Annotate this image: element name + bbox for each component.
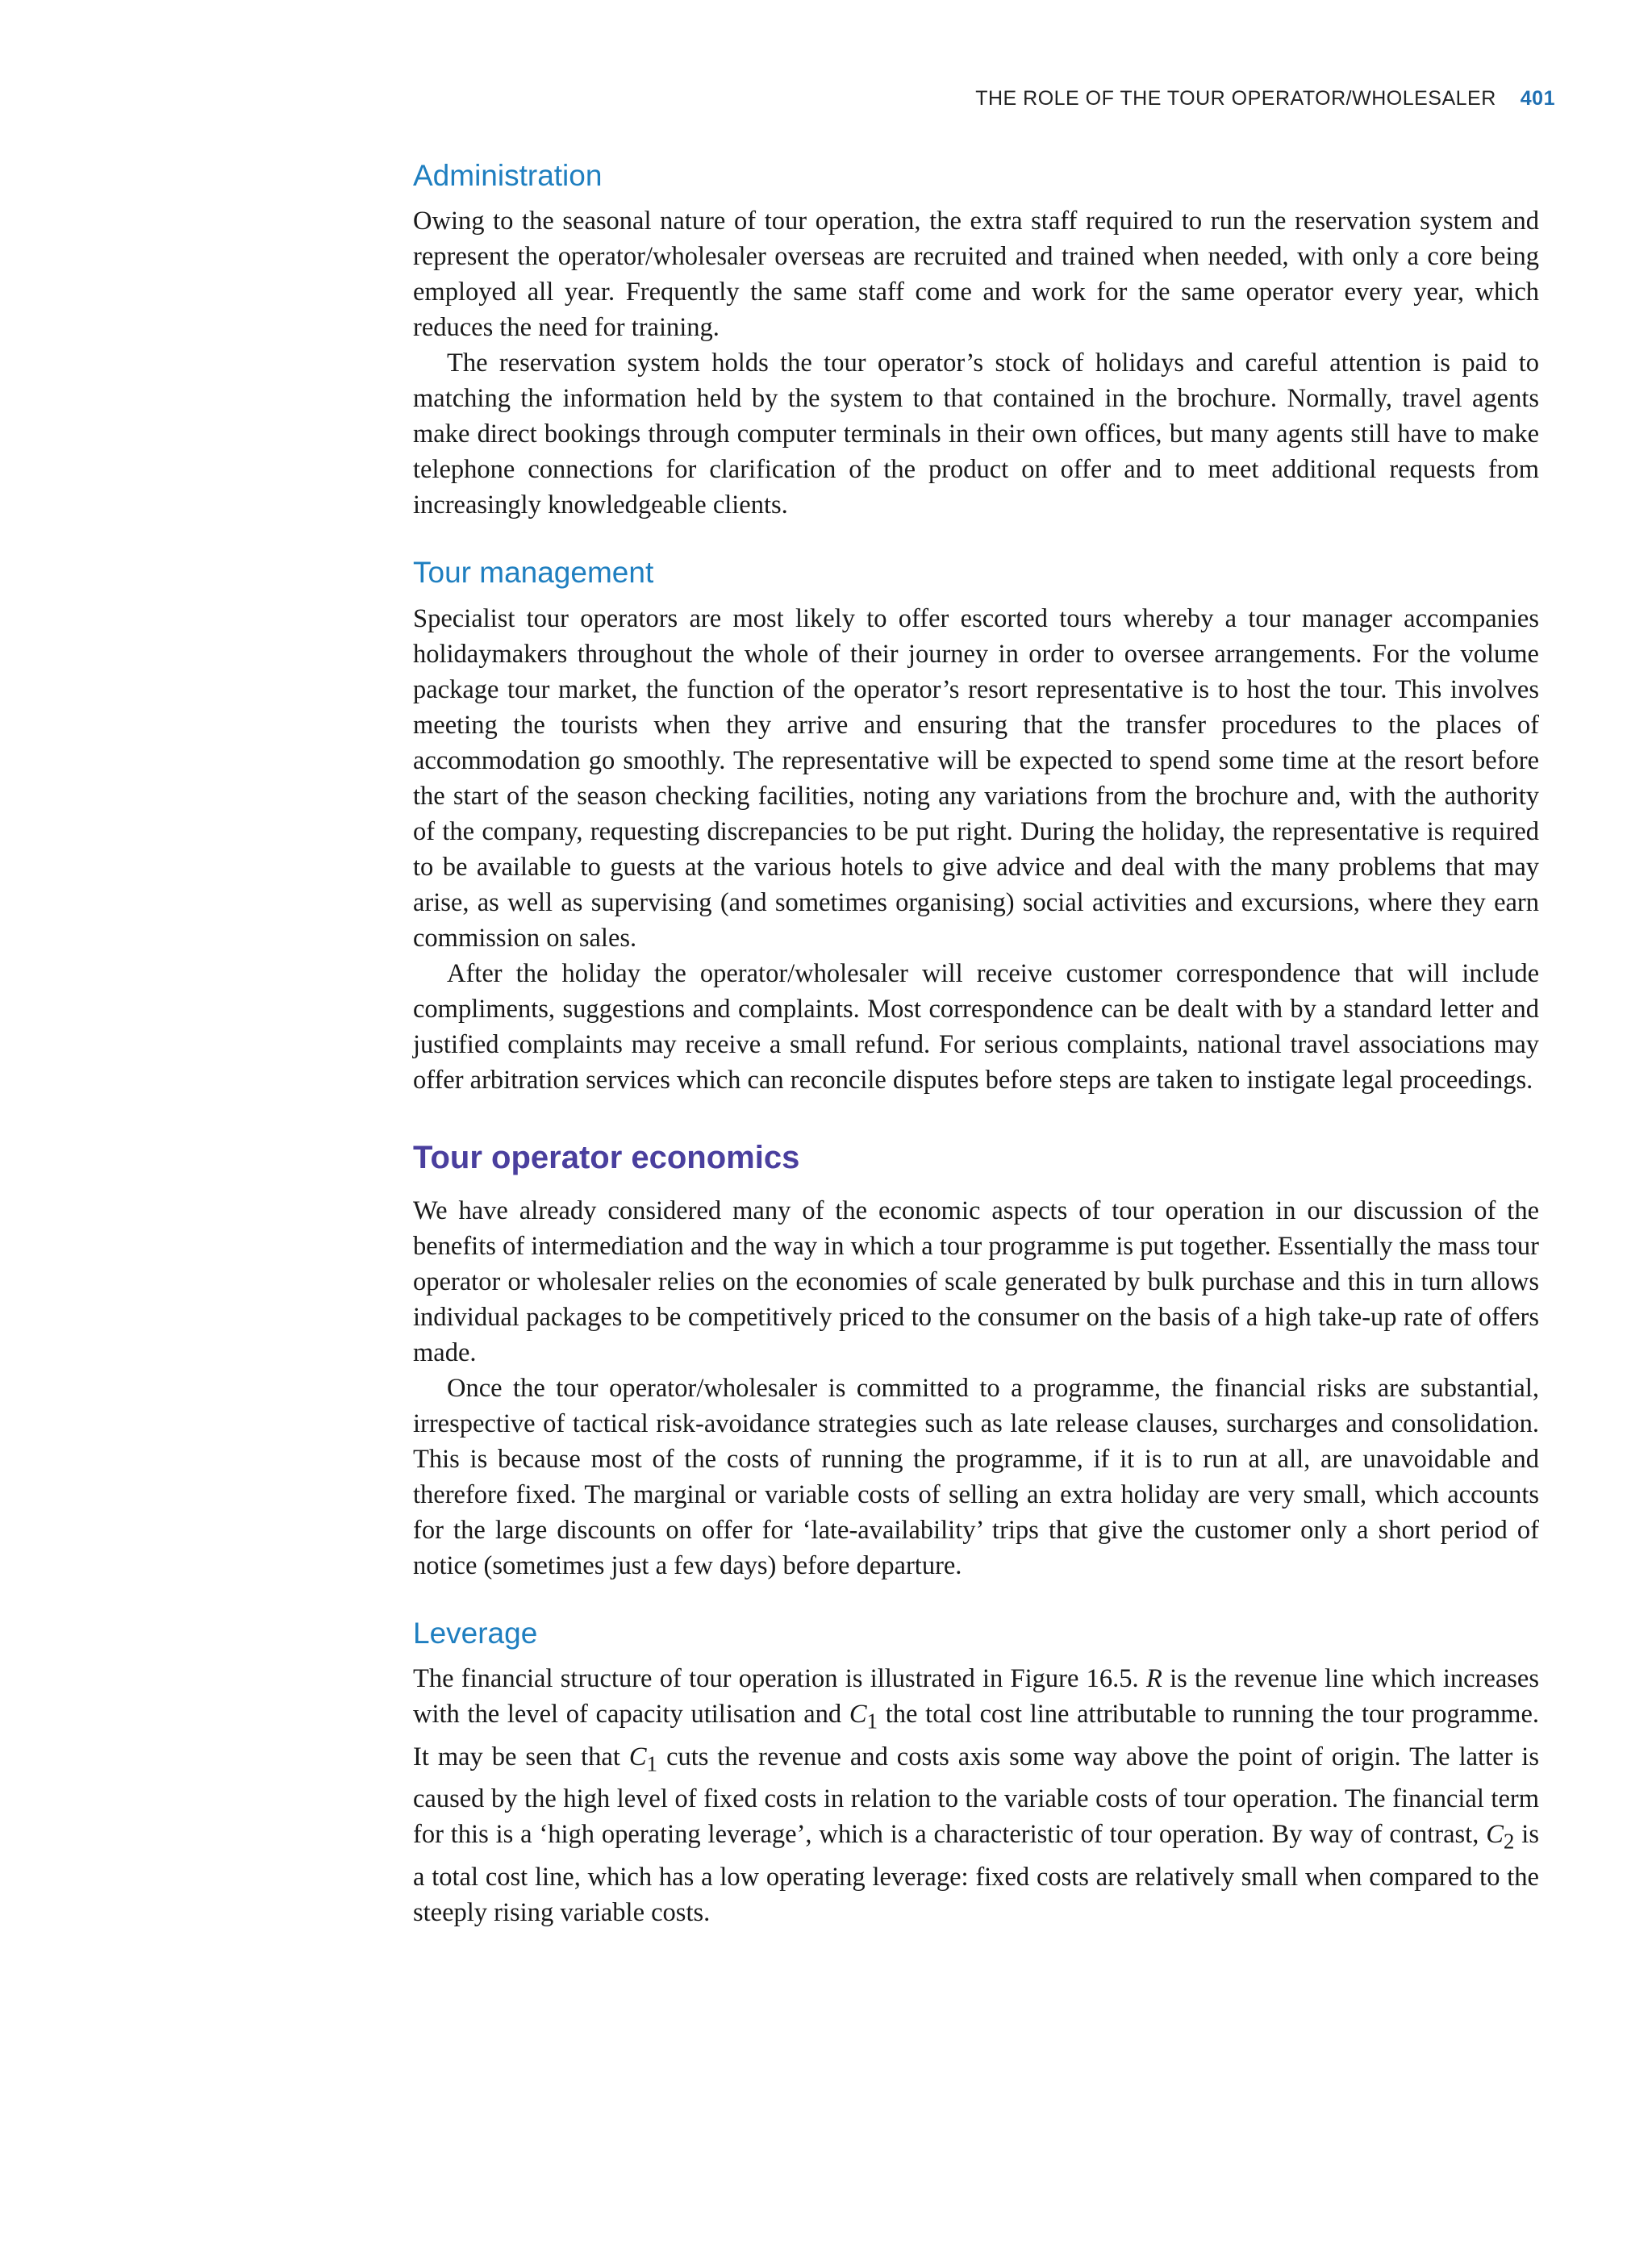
section-leverage: [413, 1616, 1539, 1930]
subscript: 1: [866, 1709, 878, 1734]
text-run: the total cost line attributable to running the tour programme. It may be seen that: [413, 1700, 1540, 1771]
heading-tour-operator-economics: Tour operator economics: [413, 1139, 800, 1175]
symbol-c1: C: [628, 1742, 647, 1771]
symbol-c2: C: [1486, 1820, 1504, 1850]
page-content: [413, 158, 1539, 1963]
text-run: The financial structure of tour operation is illustrated in Figure 16.5.: [413, 1664, 1146, 1694]
paragraph: After the holiday the operator/wholesaler will receive customer correspondence that will include compliments, suggestions and complaints. Most correspondence can be dealt with by a standard letter and justified complaints may receive a small refund. For serious complaints, national travel associations may offer arbitration services which can reconcile disputes before steps are taken to instigate legal proceedings.: [413, 958, 1539, 1095]
running-head-title: THE ROLE OF THE TOUR OPERATOR/WHOLESALER: [975, 87, 1496, 110]
subscript: 2: [1503, 1829, 1515, 1854]
section-tour-operator-economics: [413, 1138, 1539, 1584]
symbol-r: R: [1145, 1664, 1162, 1694]
paragraph: Owing to the seasonal nature of tour operation, the extra staff required to run the reservation system and represent the operator/wholesaler overseas are recruited and trained when needed, with only a core being employed all year. Frequently the same staff come and work for the same operator every year, which reduces the need for training.: [413, 207, 1539, 343]
text-run: cuts the revenue and costs axis some way above the point of origin. The latter is caused by the high level of fixed costs in relation to the variable costs of tour operation. The financial term for this is a ‘high operating leverage’, which is a characteristic of tour operation. By way of contrast,: [413, 1742, 1539, 1850]
symbol-c1: C: [849, 1700, 867, 1730]
heading-tour-management: Tour management: [413, 556, 654, 590]
subscript: 1: [646, 1751, 658, 1776]
paragraph: Specialist tour operators are most likely to offer escorted tours whereby a tour manager accompanies holidaymakers throughout the whole of their journey in order to oversee arrangements. For the volume package tour market, the function of the operator’s resort representative is to host the tour. This involves meeting the tourists when they arrive and ensuring that the transfer procedures to the places of accommodation go smoothly. The representative will be expected to spend some time at the resort before the start of the season checking facilities, noting any variations from the brochure and, with the authority of the company, requesting discrepancies to be put right. During the holiday, the representative is required to be available to guests at the various hotels to give advice and deal with the many problems that may arise, as well as supervising (and sometimes organising) social activities and excursions, where they earn commission on sales.: [413, 603, 1539, 953]
heading-administration: Administration: [413, 159, 603, 192]
paragraph-leverage: [413, 1661, 1539, 1930]
paragraph: Once the tour operator/wholesaler is committed to a programme, the financial risks are substantial, irrespective of tactical risk-avoidance strategies such as late release clauses, surcharges and consolidation. This is because most of the costs of running the programme, if it is to run at all, are unavoidable and therefore fixed. The marginal or variable costs of selling an extra holiday are very small, which accounts for the large discounts on offer for ‘late-availability’ trips that give the customer only a short period of notice (sometimes just a few days) before departure.: [413, 1373, 1539, 1580]
paragraph: The reservation system holds the tour operator’s stock of holidays and careful attention is paid to matching the information held by the system to that contained in the brochure. Normally, travel agents make direct bookings through computer terminals in their own offices, but many agents still have to make telephone connections for clarification of the product on offer and to meet additional requests from increasingly knowledgeable clients.: [413, 348, 1539, 520]
section-tour-management: [413, 555, 1539, 1097]
section-administration: [413, 158, 1539, 523]
text-run: is a total cost line, which has a low operating leverage: fixed costs are relatively small when compared to the steeply rising variable costs.: [413, 1820, 1539, 1927]
heading-leverage: Leverage: [413, 1616, 538, 1650]
running-head: [413, 87, 1555, 111]
paragraph: We have already considered many of the economic aspects of tour operation in our discussion of the benefits of intermediation and the way in which a tour programme is put together. Essentially the mass tour operator or wholesaler relies on the economies of scale generated by bulk purchase and this in turn allows individual packages to be competitively priced to the consumer on the basis of a high take-up rate of offers made.: [413, 1196, 1539, 1367]
text-run: is the revenue line which increases with the level of capacity utilisation and: [413, 1664, 1539, 1730]
page-number: 401: [1520, 87, 1555, 110]
